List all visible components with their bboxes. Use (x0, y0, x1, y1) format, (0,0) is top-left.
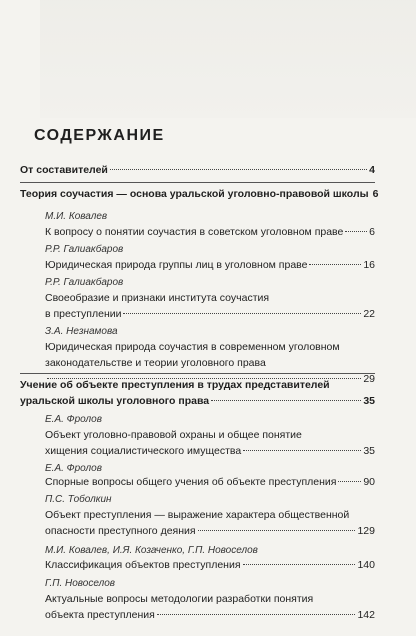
entry-title: Объект преступления — выражение характера общественной (45, 509, 350, 521)
page-number: 35 (363, 445, 375, 457)
page-number: 35 (363, 395, 375, 407)
entry-title-cont: опасности преступного деяния (45, 525, 196, 537)
entry-author: П.С. Тоболкин (45, 494, 112, 505)
entry-title-cont: объекта преступления (45, 609, 155, 621)
entry-author: Г.П. Новоселов (45, 578, 116, 589)
entry-title: Спорные вопросы общего учения об объекте преступления (45, 476, 337, 488)
page-number: 90 (363, 476, 375, 488)
show-through-text-area (40, 0, 416, 118)
toc-section (20, 377, 375, 409)
page-number: 129 (357, 525, 375, 537)
entry-title-cont: законодательстве и теории уголовного права (45, 357, 266, 369)
leader-dots (211, 400, 361, 401)
leader-dots (345, 231, 367, 232)
page-number: 29 (363, 373, 375, 385)
leader-dots (243, 564, 356, 565)
page-number: 6 (372, 188, 379, 200)
page-number: 22 (363, 308, 375, 320)
entry-title-cont: в преступлении (45, 308, 122, 320)
toc-entry (45, 257, 375, 273)
toc-entry (45, 591, 375, 623)
section-divider (20, 182, 375, 183)
toc-entry (45, 290, 375, 322)
toc-entry (45, 557, 375, 573)
page-number: 4 (369, 164, 375, 176)
page-number: 6 (369, 226, 375, 238)
section-title: От составителей (20, 164, 108, 176)
entry-author: Е.А. Фролов (45, 463, 102, 474)
entry-title: Юридическая природа группы лиц в уголовном праве (45, 259, 308, 271)
page-number: 142 (357, 609, 375, 621)
leader-dots (157, 614, 356, 615)
page-number: 140 (357, 559, 375, 571)
leader-dots (243, 450, 361, 451)
page-number: 16 (363, 259, 375, 271)
entry-title: Юридическая природа соучастия в современном уголовном (45, 341, 340, 353)
entry-author: М.И. Ковалев (45, 211, 108, 222)
toc-section (20, 186, 379, 202)
toc-entry (45, 224, 375, 240)
toc-section (20, 162, 375, 178)
section-title-cont: уральской школы уголовного права (20, 395, 210, 407)
leader-dots (123, 313, 361, 314)
leader-dots (309, 264, 361, 265)
leader-dots (198, 530, 356, 531)
toc-entry (45, 507, 375, 539)
entry-author: З.А. Незнамова (45, 326, 118, 337)
entry-title: Классификация объектов преступления (45, 559, 241, 571)
section-title: Теория соучастия — основа уральской уголовно-правовой школы (20, 188, 369, 200)
entry-author: Р.Р. Галиакбаров (45, 244, 124, 255)
toc-entry (45, 474, 375, 490)
leader-dots (338, 481, 361, 482)
section-divider (20, 373, 375, 374)
page-title: СОДЕРЖАНИЕ (34, 127, 165, 144)
leader-dots (110, 169, 367, 170)
entry-author: Е.А. Фролов (45, 414, 102, 425)
entry-title: Объект уголовно-правовой охраны и общее понятие (45, 429, 302, 441)
entry-title: Своеобразие и признаки института соучастия (45, 292, 270, 304)
section-title: Учение об объекте преступления в трудах представителей (20, 379, 330, 391)
entry-title: К вопросу о понятии соучастия в советском уголовном праве (45, 226, 344, 238)
entry-title: Актуальные вопросы методологии разработки понятия (45, 593, 314, 605)
entry-author: Р.Р. Галиакбаров (45, 277, 124, 288)
toc-entry (45, 427, 375, 459)
entry-title-cont: хищения социалистического имущества (45, 445, 242, 457)
entry-author: М.И. Ковалев, И.Я. Козаченко, Г.П. Новоселов (45, 545, 258, 556)
